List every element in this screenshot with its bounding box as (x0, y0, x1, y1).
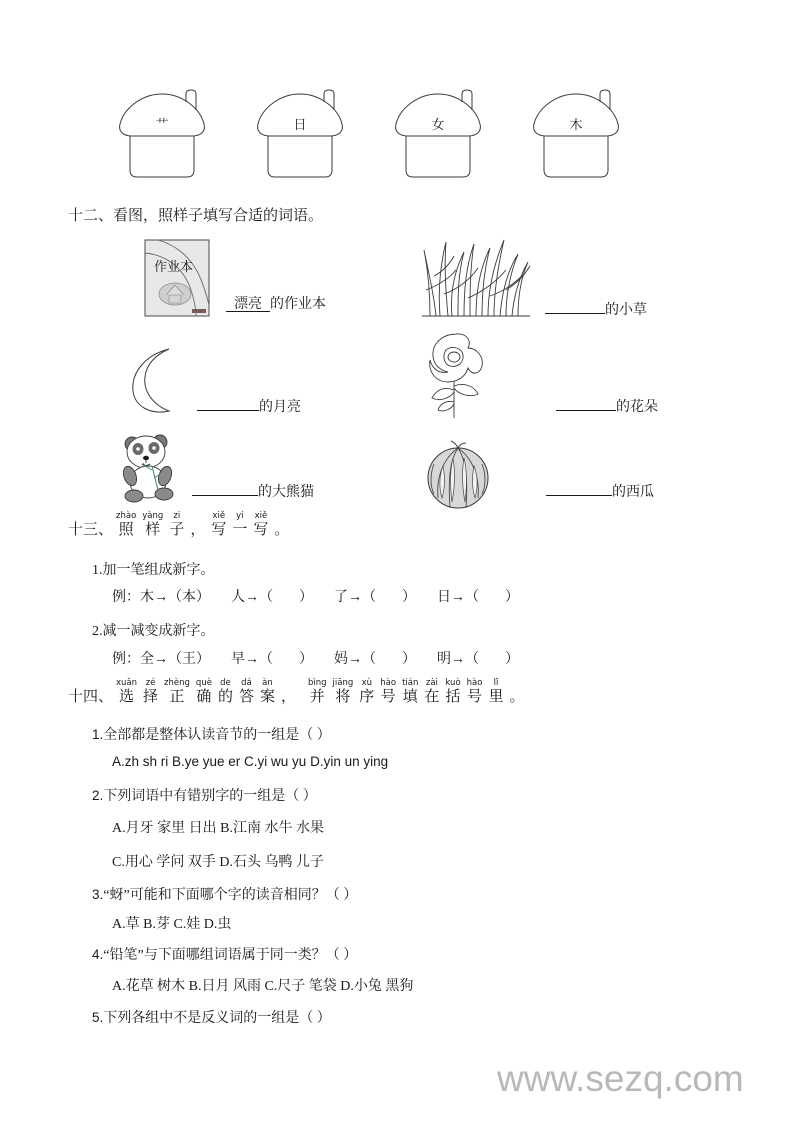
question-text: 全部都是整体认读音节的一组是（ ） (103, 728, 331, 743)
example-label: 例： (112, 590, 140, 605)
ruby-unit (232, 512, 247, 539)
section-13-sub2-items: 例：全→（王） 早→（ ） 妈→（ ） 明→（ ） (112, 652, 519, 667)
house-char: 木 (569, 118, 583, 133)
hanzi: 写 (253, 522, 269, 538)
section-13-sub1-items: 例：木→（本） 人→（ ） 了→（ ） 日→（ ） (112, 590, 519, 605)
section-12-heading: 十二、看图，照样子填写合适的词语。 (68, 208, 324, 224)
char-from: 明 (437, 652, 451, 667)
grass-illustration (420, 236, 532, 318)
hanzi: 括 (445, 689, 461, 705)
hanzi: 里 (488, 689, 504, 705)
answer-tail: 的花朵 (616, 400, 658, 415)
pinyin: lǐ (493, 678, 499, 688)
ruby-unit (218, 679, 233, 706)
question-text: 下列各组中不是反义词的一组是（ ） (103, 1011, 331, 1026)
house-char: 女 (431, 118, 445, 133)
flower-illustration (418, 328, 494, 420)
question-2 (92, 785, 317, 805)
question-number: 5. (92, 1010, 104, 1025)
char-from: 了 (334, 590, 348, 605)
question-4-options[interactable]: A.花草 树木 B.日月 风雨 C.尺子 笔袋 D.小兔 黑狗 (112, 979, 414, 994)
notebook-illustration (144, 239, 210, 317)
answer-blank[interactable] (546, 481, 612, 496)
picture-word-answer-4 (556, 396, 658, 416)
hanzi: 子 (169, 522, 185, 538)
hanzi: 照 (118, 522, 134, 538)
ruby-unit (211, 512, 226, 539)
pinyin: xiě (212, 511, 226, 521)
section-14-lead: 十四、 (68, 688, 114, 705)
question-1 (92, 724, 331, 744)
hanzi: 号 (467, 689, 483, 705)
pinyin: kuò (445, 678, 461, 688)
answer-tail: 的大熊猫 (258, 485, 314, 500)
hanzi: 序 (359, 689, 375, 705)
char-from: 妈 (334, 652, 348, 667)
watermelon-illustration (420, 438, 496, 512)
ruby-unit (308, 679, 327, 706)
answer-tail: 的小草 (605, 303, 647, 318)
hanzi: 将 (335, 689, 351, 705)
pinyin: zài (425, 678, 438, 688)
ruby-unit (169, 512, 184, 539)
example-label: 例： (112, 652, 140, 667)
pinyin: bìng (308, 678, 327, 688)
picture-word-answer-3 (197, 396, 301, 416)
hanzi: 号 (380, 689, 396, 705)
ruby-unit (333, 679, 354, 706)
hanzi: 。 (274, 522, 290, 538)
moon-illustration (125, 345, 197, 415)
pinyin: zi (173, 511, 181, 521)
answer-blank[interactable] (197, 396, 259, 411)
house-shape (526, 88, 626, 180)
answer-blank[interactable] (192, 481, 258, 496)
ruby-unit (402, 679, 418, 706)
question-4 (92, 944, 357, 964)
hanzi: 案 (259, 689, 275, 705)
question-1-options[interactable]: A.zh sh ri B.ye yue er C.yi wu yu D.yin un ying (112, 754, 389, 769)
char-from: 人 (231, 590, 245, 605)
char-from: 日 (437, 590, 451, 605)
house-char: 日 (293, 118, 307, 133)
question-3 (92, 884, 357, 904)
question-text: 下列词语中有错别字的一组是（ ） (103, 789, 317, 804)
pinyin: xù (361, 678, 372, 688)
question-2-options-row-2[interactable]: C.用心 学问 双手 D.石头 乌鸭 儿子 (112, 855, 324, 870)
ruby-unit (445, 679, 460, 706)
hanzi: 择 (143, 689, 159, 705)
answer-tail: 的西瓜 (612, 485, 654, 500)
section-13-lead: 十三、 (68, 521, 114, 538)
hanzi: ， (280, 689, 296, 705)
section-13-sub2-title: 2.减一减变成新字。 (92, 624, 215, 639)
house-shape (112, 88, 212, 180)
picture-word-answer-2 (545, 299, 647, 319)
ruby-unit (190, 512, 205, 539)
ruby-unit (424, 679, 439, 706)
pinyin: xuǎn (116, 678, 138, 688)
ruby-unit (274, 512, 289, 539)
hanzi: 在 (424, 689, 440, 705)
ruby-unit (253, 512, 268, 539)
question-number: 1. (92, 727, 104, 742)
section-13-sub1-title: 1.加一笔组成新字。 (92, 563, 215, 578)
pinyin: zhèng (164, 678, 190, 688)
section-14-heading (68, 679, 527, 706)
house-shape (388, 88, 488, 180)
hanzi: 选 (119, 689, 135, 705)
question-number: 2. (92, 788, 104, 803)
pinyin: xiě (254, 511, 268, 521)
hanzi: 正 (169, 689, 185, 705)
pinyin: yi (236, 511, 244, 521)
pinyin: tián (402, 678, 419, 688)
ruby-unit (116, 679, 137, 706)
pinyin: zé (145, 678, 156, 688)
question-5 (92, 1007, 331, 1027)
answer-tail: 的作业本 (270, 297, 326, 312)
pinyin: zhào (116, 511, 137, 521)
hanzi: 写 (211, 522, 227, 538)
ruby-unit (142, 512, 163, 539)
question-3-options[interactable]: A.草 B.芽 C.娃 D.虫 (112, 917, 232, 932)
picture-word-answer-5 (192, 481, 314, 501)
hanzi: ， (190, 522, 206, 538)
hanzi: 答 (238, 689, 254, 705)
ruby-unit (239, 679, 254, 706)
hanzi: 填 (402, 689, 418, 705)
ruby-unit (467, 679, 483, 706)
site-watermark: www.sezq.com (497, 1058, 744, 1099)
ruby-unit (359, 679, 374, 706)
svg-text:作业本: 作业本 (154, 260, 194, 275)
pinyin: jiāng (332, 678, 354, 688)
question-text: “蚜”可能和下面哪个字的读音相同？（ ） (103, 888, 358, 903)
answer-blank[interactable] (545, 299, 605, 314)
hanzi: 样 (145, 522, 161, 538)
char-to[interactable]: 本 (182, 590, 196, 605)
hanzi: 的 (217, 689, 233, 705)
char-to[interactable]: 王 (182, 652, 196, 667)
ruby-unit (196, 679, 212, 706)
char-from: 早 (231, 652, 245, 667)
panda-illustration (118, 432, 192, 504)
house-shapes-row (0, 88, 800, 180)
pinyin: hào (466, 678, 483, 688)
answer-blank[interactable] (556, 396, 616, 411)
question-number: 4. (92, 947, 104, 962)
hanzi: 并 (309, 689, 325, 705)
ruby-unit (164, 679, 190, 706)
ruby-unit (380, 679, 396, 706)
hanzi: 一 (232, 522, 248, 538)
section-13-heading (68, 512, 292, 539)
picture-word-answer-1 (226, 293, 326, 313)
answer-tail: 的月亮 (259, 400, 301, 415)
char-from: 木 (140, 590, 154, 605)
ruby-unit (260, 679, 275, 706)
ruby-unit (281, 679, 296, 706)
pinyin: hào (380, 678, 397, 688)
house-shape (250, 88, 350, 180)
hanzi: 确 (196, 689, 212, 705)
ruby-unit (509, 679, 524, 706)
house-char: 艹 (155, 118, 169, 133)
pinyin: dá (241, 678, 252, 688)
pinyin: què (195, 678, 212, 688)
question-text: “铅笔”与下面哪组词语属于同一类？（ ） (103, 948, 358, 963)
ruby-unit (116, 512, 136, 539)
question-number: 3. (92, 887, 104, 902)
question-2-options-row-1[interactable]: A.月牙 家里 日出 B.江南 水牛 水果 (112, 821, 324, 836)
picture-word-answer-6 (546, 481, 654, 501)
pinyin: yàng (142, 511, 164, 521)
answer-blank-filled[interactable]: 漂亮 (226, 297, 270, 312)
ruby-unit (143, 679, 158, 706)
section-14-ruby-group (113, 679, 527, 706)
section-13-ruby-group (113, 512, 292, 539)
hanzi: 。 (509, 689, 525, 705)
char-from: 全 (140, 652, 154, 667)
pinyin: de (220, 678, 231, 688)
pinyin: àn (262, 678, 273, 688)
ruby-unit (488, 679, 503, 706)
